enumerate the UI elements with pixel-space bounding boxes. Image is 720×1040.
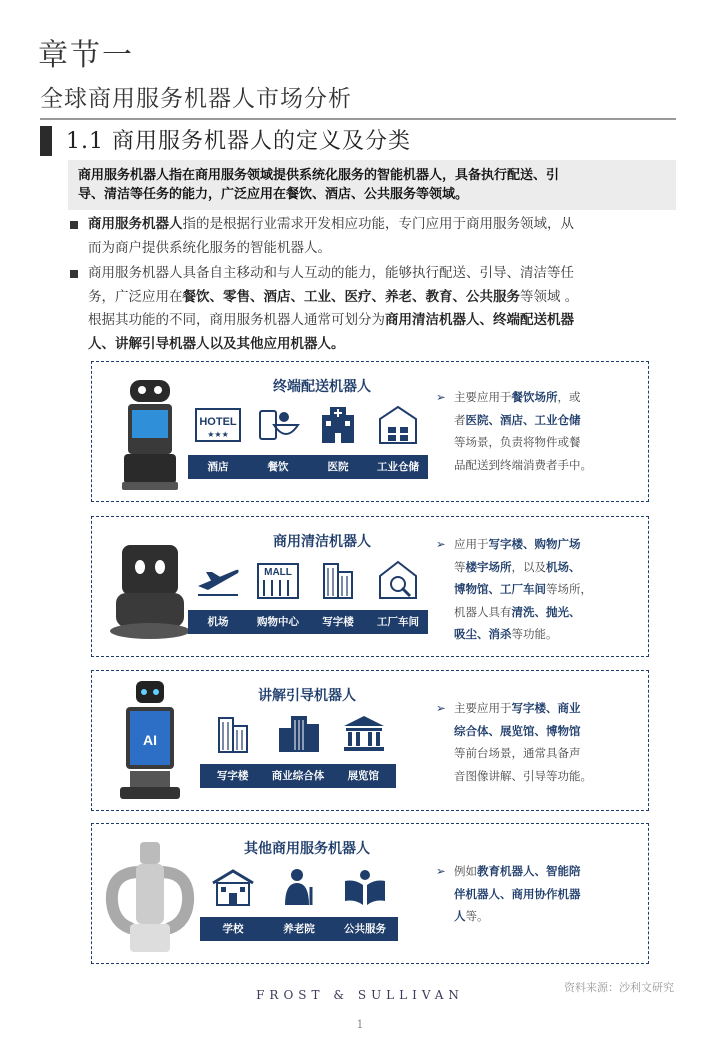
desc-text: 主要应用于 — [454, 701, 512, 715]
desc-text: ，或 — [557, 390, 581, 404]
bullet-square-icon — [70, 270, 78, 278]
desc-bold: 写字楼、购物广场 — [488, 537, 581, 551]
category-label: 工业仓储 — [377, 461, 419, 473]
icon-row — [200, 709, 396, 759]
chapter-heading: 章节一 — [38, 38, 134, 73]
desc-bold: 清洗、抛光、 — [511, 604, 581, 619]
desc-text: 者 — [454, 412, 466, 427]
desc-bold: 餐饮场所 — [511, 390, 558, 404]
bold-term: 商用清洁机器人、终端配送机器 — [385, 312, 574, 328]
icon-row — [188, 400, 428, 450]
bullet-text: 商用服务机器人具备自主移动和与人互动的能力，能够执行配送、引导、清洁等任 — [88, 265, 574, 281]
desc-text: 音图像讲解、引导等功能。 — [454, 768, 592, 783]
category-label: 工厂车间 — [377, 616, 419, 628]
card-description — [438, 697, 638, 787]
section-bar — [40, 126, 52, 156]
category-label: 展览馆 — [347, 770, 380, 782]
bullet-definition — [68, 213, 676, 260]
label-bar — [188, 610, 428, 634]
delivery-robot-image — [100, 370, 200, 494]
card-guide-robot — [91, 670, 649, 811]
desc-bold: 伴机器人、商用协作机器 — [454, 886, 581, 901]
desc-bold: 博物馆、工厂车间 — [454, 582, 546, 596]
desc-text: 例如 — [454, 864, 477, 878]
card-description — [438, 860, 638, 928]
desc-bold: 楼宇场所 — [465, 559, 512, 574]
card-title: 商用清洁机器人 — [273, 534, 371, 550]
bold-term: 商用服务机器人 — [88, 216, 183, 232]
airplane-icon — [188, 555, 248, 605]
bullet-text: 根据其功能的不同，商用服务机器人通常可划分为 — [88, 312, 385, 328]
bullet-text: 指的是根据行业需求开发相应功能，专门应用于商用服务领域，从 — [182, 216, 574, 232]
bullet-square-icon — [70, 221, 78, 229]
desc-text: 等场景，负责将物件或餐 — [454, 435, 581, 449]
desc-text: ，以及 — [511, 559, 546, 574]
category-label: 公共服务 — [344, 923, 386, 935]
desc-bold: 教育机器人、智能陪 — [477, 864, 581, 878]
desc-text: 机器人具有 — [454, 604, 512, 619]
arrow-icon: ➢ — [436, 864, 446, 878]
arrow-icon: ➢ — [436, 537, 446, 551]
card-cleaning-robot — [91, 516, 649, 657]
category-label: 写字楼 — [216, 770, 249, 782]
label-bar — [200, 764, 396, 788]
hospital-icon — [308, 400, 368, 450]
book-icon — [332, 862, 398, 912]
bullet-text: 务，广泛应用在 — [88, 288, 183, 305]
desc-text: 等场所， — [546, 582, 592, 596]
chapter-subtitle: 全球商用服务机器人市场分析 — [40, 86, 352, 112]
label-bar — [200, 917, 398, 941]
arrow-icon: ➢ — [436, 390, 446, 404]
icon-row — [188, 555, 428, 605]
commercial-complex-icon — [266, 709, 332, 759]
card-title: 终端配送机器人 — [273, 379, 371, 395]
summary-line: 商用服务机器人指在商用服务领域提供系统化服务的智能机器人，具备执行配送、引 — [78, 168, 560, 183]
category-label: 机场 — [207, 616, 229, 628]
label-bar — [188, 455, 428, 479]
desc-bold: 机场、 — [546, 559, 581, 574]
card-title: 讲解引导机器人 — [258, 688, 356, 704]
desc-text: 品配送到终端消费者手中。 — [454, 457, 592, 472]
desc-text: 等 — [454, 559, 466, 574]
guide-robot-image — [100, 679, 200, 803]
warehouse-icon — [368, 400, 428, 450]
icon-row — [200, 862, 398, 912]
bullet-capabilities — [68, 262, 676, 356]
section-header — [40, 118, 676, 156]
category-label: 学校 — [222, 923, 244, 935]
factory-icon — [368, 555, 428, 605]
bullet-text: 等领域 。 — [520, 288, 579, 305]
card-title: 其他商用服务机器人 — [244, 841, 370, 857]
card-delivery-robot — [91, 361, 649, 502]
collaborative-robot-image — [100, 832, 200, 956]
food-icon — [248, 400, 308, 450]
card-description — [438, 533, 638, 646]
summary-line: 导、清洁等任务的能力，广泛应用在餐饮、酒店、公共服务等领域。 — [78, 187, 469, 202]
school-icon — [200, 862, 266, 912]
desc-bold: 写字楼、商业 — [511, 701, 581, 715]
office-building-icon — [200, 709, 266, 759]
desc-text: 等前台场景，通常具备声 — [454, 746, 581, 760]
category-label: 商业综合体 — [271, 770, 325, 782]
desc-bold: 医院、酒店、工业仓储 — [465, 412, 581, 427]
museum-icon — [332, 709, 396, 759]
bold-term: 餐饮、零售、酒店、工业、医疗、养老、教育、公共服务 — [182, 288, 520, 305]
mall-icon — [248, 555, 308, 605]
arrow-icon: ➢ — [436, 701, 446, 715]
hotel-stars-text: ★★★ — [207, 430, 229, 439]
hotel-sign-text: HOTEL — [199, 416, 237, 428]
brand-logo: FROST & SULLIVAN — [256, 988, 464, 1002]
category-label: 写字楼 — [322, 616, 354, 628]
category-label: 酒店 — [207, 461, 229, 473]
category-label: 餐饮 — [267, 461, 289, 473]
bold-term: 人、讲解引导机器人以及其他应用机器人。 — [88, 335, 345, 352]
desc-text: 等。 — [465, 909, 489, 923]
desc-text: 主要应用于 — [454, 390, 512, 404]
desc-text: 等功能。 — [511, 627, 558, 641]
card-other-robot — [91, 823, 649, 964]
category-label: 医院 — [327, 461, 349, 473]
category-label: 养老院 — [283, 923, 315, 935]
desc-bold: 吸尘、消杀 — [454, 627, 512, 641]
bullet-text: 而为商户提供系统化服务的智能机器人。 — [88, 239, 331, 256]
page-number: 1 — [356, 1018, 364, 1031]
summary-box — [68, 160, 676, 210]
mall-sign-text: MALL — [264, 567, 292, 578]
cleaning-robot-image — [100, 525, 200, 649]
source-note: 资料来源：沙利文研究 — [564, 981, 674, 994]
desc-bold: 人 — [454, 909, 466, 923]
elderly-care-icon — [266, 862, 332, 912]
card-description — [438, 386, 638, 476]
desc-text: 应用于 — [454, 537, 489, 551]
office-building-icon — [308, 555, 368, 605]
hotel-icon — [188, 400, 248, 450]
robot-screen-text: AI — [143, 732, 157, 748]
category-label: 购物中心 — [257, 616, 299, 628]
desc-bold: 综合体、展览馆、博物馆 — [454, 723, 581, 738]
section-title: 1.1 商用服务机器人的定义及分类 — [66, 129, 411, 154]
